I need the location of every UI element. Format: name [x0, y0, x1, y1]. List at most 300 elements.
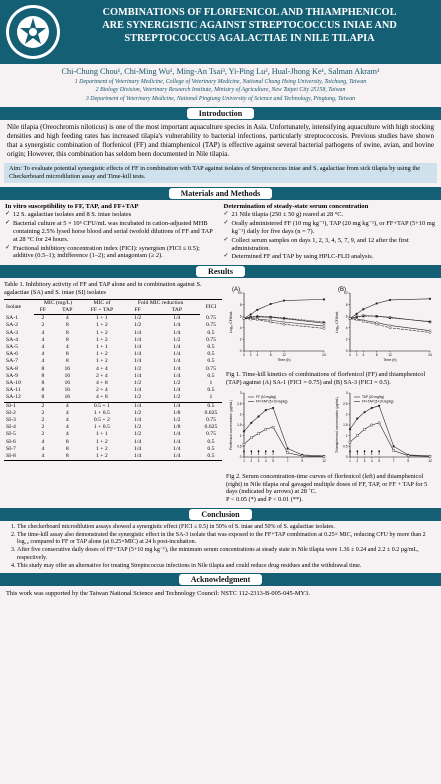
series-line	[244, 427, 324, 456]
table-cell: 4	[41, 336, 45, 343]
y-tick-label: 10	[237, 291, 242, 296]
col-mic-combo: MIC of	[82, 299, 121, 307]
data-point	[378, 422, 380, 424]
dose-arrow-head-icon	[371, 450, 373, 452]
table-cell: 4	[52, 402, 82, 410]
col-fold-ff: FF	[121, 307, 154, 315]
table-cell: SA-8	[6, 365, 19, 372]
data-point	[429, 331, 431, 333]
table-row	[4, 387, 222, 394]
data-point	[287, 452, 289, 454]
conclusion-item: 1. The checkerboard microdilution assays showed a synergistic effect (FICI ≤ 0.5) in 50% of S. iniae and 50% of S. agalactiae isolates.	[17, 524, 435, 532]
table-cell: 4	[41, 329, 45, 336]
data-point	[272, 426, 274, 428]
data-point	[270, 303, 272, 305]
table-cell: 1/2	[133, 431, 142, 438]
conclusion-list	[0, 521, 441, 574]
title-line-3: STREPTOCOCCUS AGALACTIAE IN NILE TILAPIA	[124, 33, 375, 44]
x-tick-label: 3	[257, 459, 260, 464]
data-point	[287, 448, 289, 450]
table-cell: SI-8	[4, 453, 34, 461]
series-line	[350, 423, 430, 456]
y-tick-label: 0	[345, 349, 348, 354]
data-point	[323, 298, 325, 300]
table-cell: 2 + 4	[96, 387, 108, 394]
data-point	[349, 428, 351, 430]
table-cell: 8	[65, 351, 69, 358]
x-tick-label: 2	[355, 353, 358, 358]
data-point	[301, 455, 303, 457]
table-cell: 1/4	[133, 336, 142, 343]
table-row	[4, 453, 222, 461]
data-point	[250, 318, 252, 320]
y-tick-label: 4	[345, 326, 348, 331]
y-tick-label: 8	[345, 302, 348, 307]
table-row	[4, 402, 222, 410]
table-cell: SA-11	[6, 387, 21, 394]
table-row	[4, 431, 222, 438]
x-tick-label: 3	[363, 459, 366, 464]
y-tick-label: 3	[239, 391, 242, 396]
section-acknowledgment	[0, 573, 441, 586]
x-tick-label: 12	[428, 459, 432, 464]
data-point	[323, 325, 325, 328]
aim-box: Aim: To evaluate potential synergistic effects of FF in combination with TAP against isolates of Streptococcus iniae and S. agalactiae from sick tilapia by using the Checkerboard microdilution assay and Time-kill tests.	[4, 163, 437, 183]
table-cell: SA-12	[6, 394, 21, 401]
data-point	[323, 456, 325, 458]
table-cell: SA-6	[6, 351, 19, 358]
x-tick-label: 4	[264, 459, 267, 464]
table-cell: 1/2	[133, 315, 142, 322]
col-ff: FF	[34, 307, 53, 315]
x-tick-label: 7	[286, 459, 289, 464]
data-point	[356, 319, 358, 321]
table-cell: 16	[64, 365, 71, 372]
y-tick-label: 1	[345, 434, 348, 439]
legend-label: FF+TAP (5+10 mg/kg)	[256, 399, 288, 404]
x-tick-label: 2	[356, 459, 359, 464]
data-point	[243, 318, 245, 320]
x-axis-label: Time (h)	[277, 358, 291, 363]
data-point	[349, 441, 351, 443]
table-cell: 4	[41, 358, 45, 365]
y-tick-label: 1.5	[343, 423, 348, 428]
table-row	[4, 417, 222, 424]
title-line-2: ARE SYNERGISTIC AGAINST STREPTOCOCCUS INIAE AND	[102, 20, 397, 31]
x-tick-label: 9	[301, 459, 304, 464]
table-cell: 16	[64, 387, 71, 394]
table-cell: 1 + 2	[96, 445, 108, 452]
table-cell: 0.5	[207, 329, 215, 336]
table-row	[4, 380, 222, 387]
section-introduction	[0, 107, 441, 120]
table-cell: SA-10	[6, 379, 21, 386]
y-tick-label: 0	[345, 455, 348, 460]
fig2-svg	[226, 389, 437, 469]
table-cell: 1 + 2	[96, 322, 108, 329]
y-tick-label: 0	[239, 455, 242, 460]
col-fold: Fold MIC reduction	[121, 299, 200, 307]
header-banner	[0, 0, 441, 64]
x-tick-label: 24	[428, 353, 432, 358]
table-cell: 1 + 1	[96, 343, 108, 350]
table-cell: 1/4	[173, 387, 181, 394]
data-point	[363, 411, 365, 413]
table-row	[4, 366, 222, 373]
data-point	[389, 324, 391, 327]
table-cell: 2	[34, 402, 53, 410]
col-mic-combo-2: FF + TAP	[82, 307, 121, 315]
fig2-charts	[226, 389, 437, 471]
data-point	[265, 429, 267, 431]
table-cell: 1/2	[133, 379, 142, 386]
table-cell: 4	[65, 431, 69, 438]
table-cell: 1/4	[121, 402, 154, 410]
dose-arrow-head-icon	[349, 450, 351, 452]
table-cell: SI-1	[4, 402, 34, 410]
x-tick-label: 2	[249, 353, 252, 358]
x-tick-label: 24	[322, 353, 326, 358]
data-point	[265, 409, 267, 411]
table-cell: 1/4	[133, 416, 142, 423]
data-point	[364, 429, 366, 431]
x-tick-label: 4	[370, 459, 373, 464]
data-point	[243, 431, 245, 433]
dose-arrow-head-icon	[265, 450, 267, 452]
y-tick-label: 1.5	[237, 423, 242, 428]
table-cell: 0.5	[207, 351, 215, 358]
table-cell: 1 + 2	[96, 351, 108, 358]
table-cell: 0.5	[207, 358, 215, 365]
section-title: Conclusion	[189, 509, 251, 520]
table-cell: SI-6	[6, 438, 16, 445]
table-cell: 2	[41, 424, 45, 431]
y-tick-label: 8	[239, 302, 242, 307]
data-point	[393, 446, 395, 448]
table-cell: 1/4	[173, 322, 181, 329]
data-point	[283, 323, 285, 325]
series-line	[350, 406, 430, 456]
table-cell: 1	[209, 379, 213, 386]
table-row	[4, 315, 222, 323]
table-cell: 0.5	[207, 387, 215, 394]
data-point	[429, 456, 431, 458]
series-line	[244, 299, 324, 318]
data-point	[429, 298, 431, 300]
table-cell: 0.5	[207, 372, 215, 379]
dose-arrow-head-icon	[378, 450, 380, 452]
table-cell: 1/4	[121, 453, 154, 461]
fig1-caption: Fig 1. Time-kill kinetics of combinations of florfenicol (FF) and thiamphenicol (TAP) against (A) SA-1 (FICI = 0.75) and (B) SA-3 (FICI = 0.5).	[226, 371, 426, 386]
table-cell: 0.5	[200, 402, 222, 410]
legend-label: TAP (20 mg/kg)	[362, 395, 385, 400]
data-point	[323, 327, 325, 329]
table-cell: SA-4	[6, 336, 19, 343]
table-cell: 1/2	[173, 379, 181, 386]
table-cell: 4 + 8	[96, 394, 108, 401]
table-cell: 1 + 1	[96, 315, 108, 322]
fig1-svg	[226, 281, 437, 367]
col-fold-tap: TAP	[154, 307, 200, 315]
y-tick-label: 2.5	[237, 402, 242, 407]
table-cell: 0.5 + 2	[93, 416, 110, 423]
table-cell: 8	[41, 387, 45, 394]
table-cell: 0.5	[207, 438, 215, 445]
table-cell: 8	[41, 372, 45, 379]
table-cell: 1/4	[133, 372, 142, 379]
table-cell: 0.75	[205, 416, 216, 423]
method-item: ✓ 21 Nile tilapia (250 ± 50 g) reared at 28 °C.	[224, 211, 437, 219]
fig2-significance: P < 0.05 (*) and P < 0.01 (**).	[226, 496, 303, 504]
data-point	[362, 308, 364, 310]
table-row	[4, 351, 222, 358]
x-axis-label: Time (h)	[383, 358, 397, 363]
data-point	[378, 405, 380, 407]
table-cell: 1 + 2	[96, 329, 108, 336]
y-tick-label: 2	[239, 412, 242, 417]
series-line	[244, 408, 324, 456]
table-cell: 1 + 2	[82, 453, 121, 461]
table-cell: 0.5	[207, 445, 215, 452]
table-cell: 1/4	[154, 453, 200, 461]
table-row	[4, 358, 222, 365]
table-cell: 2	[41, 322, 45, 329]
table-cell: 16	[64, 379, 71, 386]
x-tick-label: 1	[349, 459, 351, 464]
table-cell: 1/2	[173, 416, 181, 423]
table-cell: 4	[65, 409, 69, 416]
y-axis-label: Florfenicol concentration (µg/mL)	[229, 400, 233, 451]
conclusion-item: 2. The time-kill assay also demonstrated the synergistic effect in the SA-3 isolate that was exposed to the FF+TAP combination at 0.25× MIC, reducing CFU by more than 2 log₁₀ compared to FF or TAP alone (at 0.25×MIC) at 24 h post-incubation.	[17, 532, 435, 547]
table-cell: 4 + 8	[96, 379, 108, 386]
conclusion-item: 3. After five consecutive daily doses of FF+TAP (5+10 mg kg⁻¹), the minimum serum concentrations at steady state in Nile tilapia were 1.36 ± 0.24 and 2.2 ± 0.2 µg/mL, respectively.	[17, 547, 435, 562]
data-point	[257, 416, 259, 418]
results-area	[0, 278, 441, 504]
data-point	[349, 318, 351, 320]
table-row	[4, 373, 222, 380]
table-cell: 16	[64, 372, 71, 379]
y-tick-label: 2	[345, 337, 348, 342]
table-row	[4, 446, 222, 453]
section-title: Materials and Methods	[169, 188, 273, 199]
x-tick-label: 12	[282, 353, 286, 358]
table-cell: 1 + 0.5	[93, 424, 110, 431]
section-materials	[0, 187, 441, 200]
table-cell: 0.75	[205, 365, 216, 372]
table-cell: 4 + 4	[96, 365, 108, 372]
table-cell: 1 + 2	[96, 336, 108, 343]
dose-arrow-head-icon	[356, 450, 358, 452]
table-cell: 1/4	[173, 343, 181, 350]
table-row	[4, 337, 222, 344]
data-point	[256, 319, 258, 321]
table-cell: 8	[41, 365, 45, 372]
table-row	[4, 330, 222, 337]
table-cell: 1/4	[133, 438, 142, 445]
poster-title	[64, 6, 435, 45]
table-caption: Table 1. Inhibitory activity of FF and TAP alone and in combination against S. agalactiae (SA) and S. iniae (SI) isolates	[4, 281, 202, 296]
table-cell: 4	[65, 315, 69, 322]
section-title: Results	[196, 266, 245, 277]
university-logo	[5, 4, 61, 60]
table-row	[4, 424, 222, 431]
table-cell: 0.5	[207, 343, 215, 350]
table-cell: 8	[41, 394, 45, 401]
dose-arrow-head-icon	[272, 450, 274, 452]
data-point	[250, 437, 252, 439]
table-row	[4, 394, 222, 402]
table-cell: 2	[41, 315, 45, 322]
panel-label: (B)	[338, 287, 346, 294]
data-point	[407, 455, 409, 457]
y-tick-label: 0	[239, 349, 242, 354]
table-cell: 8	[65, 358, 69, 365]
x-tick-label: 5	[378, 459, 380, 464]
y-tick-label: 1	[239, 434, 242, 439]
col-fici: FICI	[200, 299, 222, 314]
table-cell: 1/4	[133, 329, 142, 336]
table-cell: 4	[65, 343, 69, 350]
table-cell: 1/4	[173, 438, 181, 445]
y-axis-label: Log₁₀ CFU/mL	[229, 311, 233, 333]
intro-paragraph: Nile tilapia (Oreochromis niloticus) is one of the most important aquaculture species in Asia. Unfortunately, intensifying aquaculture with high stocking densities and high feeding rates has increased tilapia's vulnerability to bacterial infections, particularly streptococcosis. Previous studies have shown that a synergistic combination of florfenicol (FF) and thiamphenicol (TAP) is effective against several bacterial pathogens of swine, avian, and bovine origin; However, this combination has seldom been documented in Nile tilapia.	[7, 122, 434, 158]
methods-right-heading: Determination of steady-state serum concentration	[223, 202, 369, 210]
table-cell: 1/4	[173, 315, 181, 322]
data-point	[371, 407, 373, 409]
x-tick-label: 5	[272, 459, 274, 464]
legend-label: FF+TAP (5+10 mg/kg)	[362, 399, 394, 404]
methods-left-heading: In vitro susceptibility to FF, TAP, and FF+TAP	[5, 202, 139, 210]
table-1	[4, 299, 222, 461]
y-tick-label: 0.5	[237, 444, 242, 449]
x-tick-label: 12	[322, 459, 326, 464]
table-cell: 4	[65, 424, 69, 431]
table-cell: 0.75	[205, 336, 216, 343]
dose-arrow-head-icon	[364, 450, 366, 452]
col-mic: MIC (mg/L)	[34, 299, 83, 307]
data-point	[243, 443, 245, 445]
data-point	[270, 321, 272, 323]
table-cell: SI-2	[6, 409, 16, 416]
table-cell: 1/2	[133, 365, 142, 372]
table-cell: 1/4	[133, 351, 142, 358]
section-title: Introduction	[187, 108, 254, 119]
fig2-caption: Fig 2. Serum concentration-time curves of florfenicol (left) and thiamphenicol (right) in Nile tilapia oral gavaged multiple doses of FF, TAP, or FF + TAP for 5 days (indicated by arrows) at 28 ˚C.	[226, 473, 428, 496]
data-point	[250, 422, 252, 424]
table-cell: 8	[65, 438, 69, 445]
x-tick-label: 8	[269, 353, 272, 358]
data-point	[283, 300, 285, 302]
table-row	[4, 439, 222, 446]
table-cell: 1/4	[173, 431, 181, 438]
y-axis-label: Log₁₀ CFU/mL	[335, 311, 339, 333]
table-cell: 2	[41, 416, 45, 423]
table-cell: 2	[41, 409, 45, 416]
table-cell: 8	[65, 322, 69, 329]
legend-label: FF (10 mg/kg)	[256, 395, 277, 400]
table-cell: 4	[34, 453, 53, 461]
table-cell: 0.625	[204, 409, 218, 416]
table-cell: SA-7	[6, 358, 19, 365]
table-cell: SI-7	[6, 445, 16, 452]
table-cell: 0.625	[204, 424, 218, 431]
table-cell: 1/4	[133, 358, 142, 365]
table-cell: SA-1	[6, 314, 19, 321]
table-cell: SA-9	[6, 372, 19, 379]
table-cell: 1/2	[133, 409, 142, 416]
table-cell: 1 + 0.5	[93, 409, 110, 416]
table-cell: 1	[209, 394, 213, 401]
table-cell: 16	[64, 394, 71, 401]
table-cell: 1/4	[133, 387, 142, 394]
seal-icon	[5, 4, 61, 60]
fig1-charts	[226, 281, 437, 369]
table-cell: 1 + 2	[96, 438, 108, 445]
table-cell: 1/4	[173, 351, 181, 358]
conclusion-item: 4. This study may offer an alternative for treating Streptococcus infections in Nile tilapia and could reduce drug residues and the withdrawal time.	[17, 563, 435, 571]
x-tick-label: 7	[392, 459, 395, 464]
table-row	[4, 344, 222, 351]
y-axis-label: Thiamphenicol concentration (µg/mL)	[335, 397, 339, 454]
y-tick-label: 3	[345, 391, 348, 396]
y-tick-label: 10	[343, 291, 348, 296]
title-line-1: COMBINATIONS OF FLORFENICOL AND THIAMPHENICOL	[102, 7, 397, 18]
dose-arrow-head-icon	[258, 450, 260, 452]
table-cell: 1/2	[173, 336, 181, 343]
affiliation-2: 2 Biology Division, Veterinary Research Institute, Ministry of Agriculture, New Taipei City 25158, Taiwan	[95, 87, 346, 94]
data-point	[393, 450, 395, 452]
affiliation-3: 3 Department of Veterinary Medicine, National Pingtung University of Science and Technology, Pingtung, Taiwan	[85, 95, 356, 102]
data-point	[376, 323, 378, 325]
x-tick-label: 8	[375, 353, 378, 358]
table-cell: 8	[65, 336, 69, 343]
data-point	[389, 327, 391, 329]
table-cell: SI-4	[6, 424, 16, 431]
y-tick-label: 2	[345, 412, 348, 417]
table-cell: SA-5	[6, 343, 19, 350]
method-item: ✓ 12 S. agalactiae isolates and 8 S. iniae isolates	[5, 211, 218, 219]
table-cell: 0.75	[205, 314, 216, 321]
table-cell: 1/4	[173, 365, 181, 372]
x-tick-label: 9	[407, 459, 410, 464]
figure-panel	[226, 281, 437, 504]
table-cell: 1/4	[173, 358, 181, 365]
table-cell: 1/8	[173, 424, 181, 431]
panel-label: (A)	[232, 287, 240, 294]
method-item: ✓ Bacterial culture at 5 × 10⁵ CFU/mL was incubated in cation-adjusted MHB containing 2.5% lysed horse blood and serial twofold dilutions of FF and TAP at 28 °C for 24 hours.	[5, 220, 218, 243]
table-row	[4, 410, 222, 417]
data-point	[283, 321, 285, 324]
y-tick-label: 0.5	[343, 444, 348, 449]
y-tick-label: 2	[239, 337, 242, 342]
x-tick-label: 0	[243, 353, 245, 358]
table-cell: 1/4	[133, 343, 142, 350]
y-tick-label: 6	[345, 314, 348, 319]
table-cell: 1 + 1	[96, 431, 108, 438]
data-point	[272, 407, 274, 409]
table-cell: 4	[41, 351, 45, 358]
table-cell: SA-2	[6, 322, 19, 329]
method-item: ✓ Collect serum samples on days 1, 2, 3, 4, 5, 7, 9, and 12 after the first administration.	[224, 237, 437, 253]
x-tick-label: 0	[349, 353, 351, 358]
table-cell: 4	[41, 343, 45, 350]
table-cell: 2	[41, 431, 45, 438]
section-title: Acknowledgment	[179, 574, 263, 585]
table-cell: 1/8	[173, 409, 181, 416]
table-cell: 1/4	[173, 329, 181, 336]
method-item: ✓ Determined FF and TAP by using HPLC-FLD analysis.	[224, 253, 437, 261]
table-row	[4, 322, 222, 329]
